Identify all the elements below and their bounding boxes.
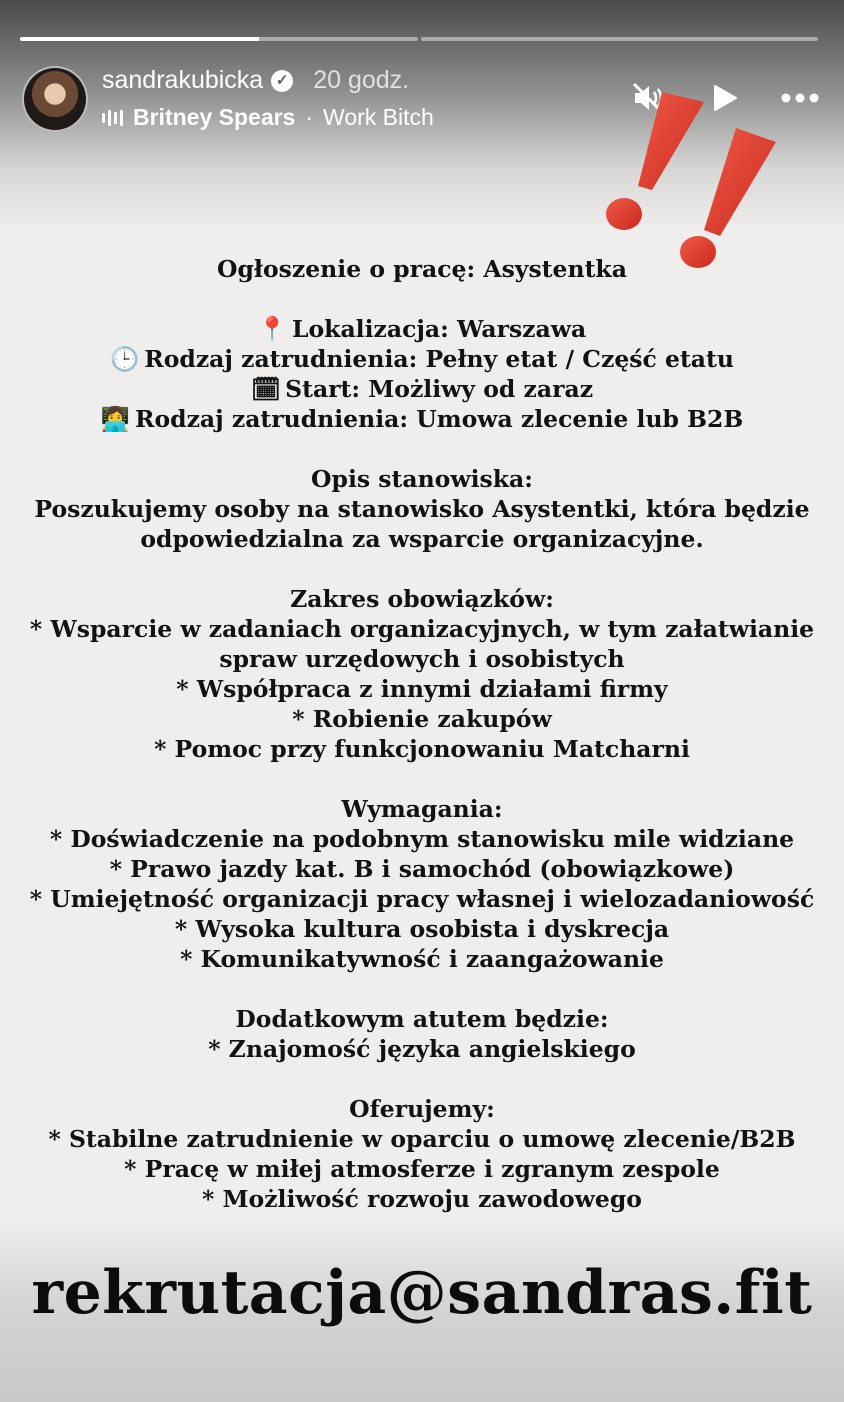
- music-bars-icon: [102, 109, 123, 127]
- text-line: odpowiedzialna za wsparcie organizacyjne.: [140, 525, 704, 553]
- section-heading: Zakres obowiązków:: [290, 585, 554, 613]
- clock-icon: 🕒: [110, 345, 140, 373]
- list-item: * Doświadczenie na podobnym stanowisku mile widziane: [49, 825, 795, 853]
- more-options-button[interactable]: [780, 78, 820, 118]
- calendar-icon: 🗓: [250, 375, 281, 403]
- list-item: * Prawo jazdy kat. B i samochód (obowiązkowe): [109, 855, 735, 883]
- list-item: * Znajomość języka angielskiego: [208, 1035, 636, 1063]
- progress-segment: [421, 37, 819, 41]
- list-item: spraw urzędowych i osobistych: [219, 645, 625, 673]
- info-line: 👩‍💻 Rodzaj zatrudnienia: Umowa zlecenie lub B2B: [100, 405, 744, 433]
- progress-segment: [20, 37, 418, 41]
- section-heading: Oferujemy:: [349, 1095, 495, 1123]
- list-item: * Pomoc przy funkcjonowaniu Matcharni: [154, 735, 690, 763]
- music-separator: ·: [305, 104, 314, 130]
- info-line: 📍 Lokalizacja: Warszawa: [257, 315, 587, 343]
- text-line: Poszukujemy osoby na stanowisko Asystentki, która będzie: [34, 495, 810, 523]
- contact-email: rekrutacja@sandras.fit: [31, 1258, 813, 1328]
- section-heading: Opis stanowiska:: [311, 465, 533, 493]
- music-title: Work Bitch: [323, 104, 434, 130]
- music-info[interactable]: [102, 104, 434, 131]
- list-item: * Umiejętność organizacji pracy własnej i wielozadaniowość: [29, 885, 815, 913]
- list-item: * Współpraca z innymi działami firmy: [176, 675, 668, 703]
- username[interactable]: sandrakubicka: [102, 66, 264, 94]
- avatar[interactable]: [22, 66, 88, 132]
- section-heading: Wymagania:: [341, 795, 503, 823]
- post-time: 20 godz.: [313, 66, 410, 94]
- list-item: * Stabilne zatrudnienie w oparciu o umowę zlecenie/B2B: [48, 1125, 796, 1153]
- exclamation-marks-sticker: [600, 88, 780, 278]
- woman-laptop-icon: 👩‍💻: [100, 405, 131, 433]
- list-item: * Możliwość rozwoju zawodowego: [202, 1185, 642, 1213]
- post-title: Ogłoszenie o pracę: Asystentka: [217, 255, 627, 283]
- info-line: 🕒 Rodzaj zatrudnienia: Pełny etat / Część etatu: [110, 345, 734, 373]
- verified-badge-icon: ✓: [271, 70, 293, 92]
- job-posting: [0, 254, 844, 1214]
- more-dots-icon: [780, 92, 820, 104]
- list-item: * Wysoka kultura osobista i dyskrecja: [174, 915, 670, 943]
- info-line: 🗓 Start: Możliwy od zaraz: [250, 375, 594, 403]
- pin-icon: 📍: [257, 315, 288, 343]
- list-item: * Komunikatywność i zaangażowanie: [180, 945, 664, 973]
- list-item: * Robienie zakupów: [292, 705, 552, 733]
- music-artist: Britney Spears: [133, 104, 296, 130]
- list-item: * Wsparcie w zadaniach organizacyjnych, w tym załatwianie: [29, 615, 815, 643]
- list-item: * Pracę w miłej atmosferze i zgranym zespole: [124, 1155, 720, 1183]
- section-heading: Dodatkowym atutem będzie:: [235, 1005, 609, 1033]
- username-row: [102, 66, 409, 95]
- story-progress-bar: [20, 37, 818, 41]
